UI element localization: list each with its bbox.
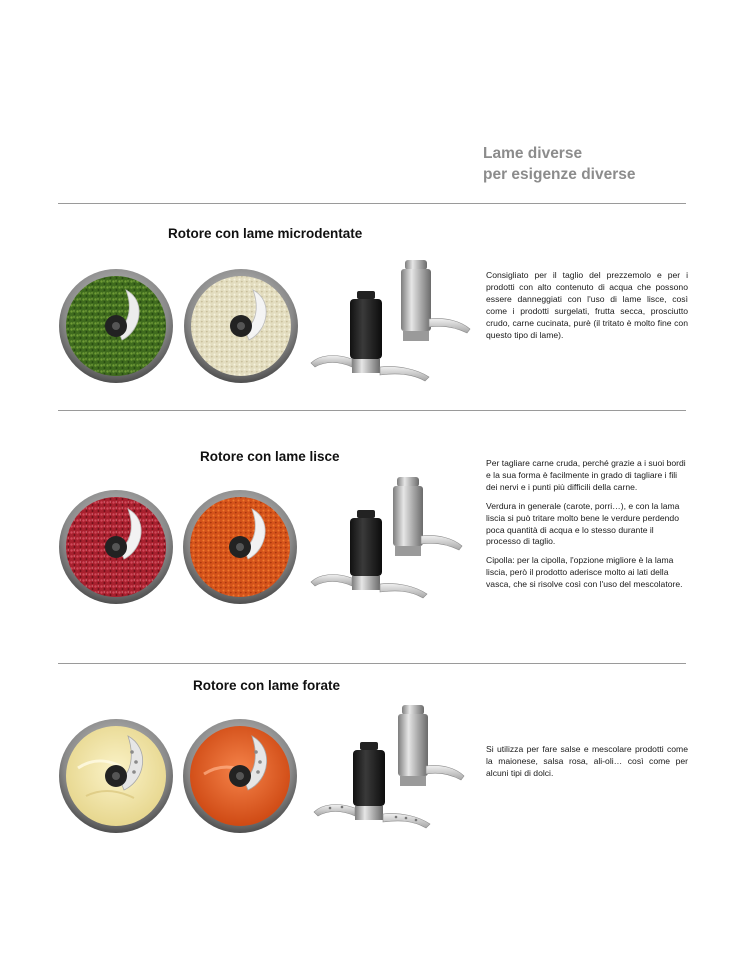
description-forate bbox=[486, 744, 688, 787]
divider-top bbox=[58, 203, 686, 204]
divider-middle-2 bbox=[58, 663, 686, 664]
divider-middle-1 bbox=[58, 410, 686, 411]
bowl-sauce-image bbox=[182, 718, 298, 834]
description-microdentate bbox=[486, 270, 688, 348]
bowl-onion-image bbox=[183, 268, 299, 384]
rotor-lisce-image bbox=[305, 472, 475, 612]
description-lisce-paragraph-2: Verdura in generale (carote, porri…), e con la lama liscia si può tritare molto bene le verdure perdendo poca quantità di acqua e lo stesso durante il processo di taglio. bbox=[486, 500, 680, 547]
bowl-carrot-image bbox=[182, 489, 298, 605]
page-title-line-1: Lame diverse bbox=[483, 145, 583, 162]
section-title-lisce: Rotore con lame lisce bbox=[200, 449, 340, 464]
page-title-line-2: per esigenze diverse bbox=[483, 166, 636, 183]
section-title-microdentate: Rotore con lame microdentate bbox=[168, 226, 363, 241]
rotor-forate-image bbox=[308, 700, 478, 840]
rotor-microdentate-image bbox=[305, 255, 475, 395]
bowl-mayonnaise-image bbox=[58, 718, 174, 834]
description-microdentate-paragraph: Consigliato per il taglio del prezzemolo e per i prodotti con alto contenuto di acqua che possono essere danneggiati con l'uso di lame lisce, così come i prodotti surgelati, frutta secca, prosciutto crudo, carne cucinata, purè (il tritato è molto fine con questo tipo di lame). bbox=[486, 270, 688, 340]
bowl-parsley-image bbox=[58, 268, 174, 384]
description-lisce-paragraph-1: Per tagliare carne cruda, perché grazie a i suoi bordi e la sua forma è facilmente in grado di tagliare i fili dei nervi e i punti più difficili della carne. bbox=[486, 458, 686, 492]
section-title-forate: Rotore con lame forate bbox=[193, 678, 341, 693]
page-title bbox=[483, 143, 636, 185]
description-lisce-paragraph-3: Cipolla: per la cipolla, l'opzione migliore è la lama liscia, però il prodotto aderisce molto ai lati della vasca, che si risolve così con l'uso del mescolatore. bbox=[486, 555, 683, 590]
description-lisce bbox=[486, 458, 688, 598]
bowl-raw-meat-image bbox=[58, 489, 174, 605]
description-forate-paragraph: Si utilizza per fare salse e mescolare prodotti come la maionese, salsa rosa, ali-oli… così come per alcuni tipi di dolci. bbox=[486, 744, 688, 778]
